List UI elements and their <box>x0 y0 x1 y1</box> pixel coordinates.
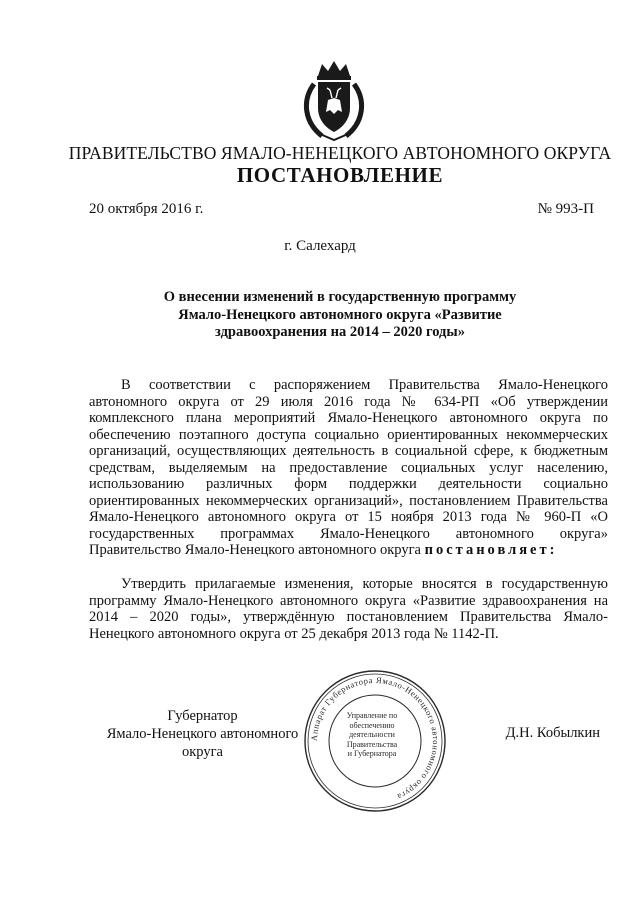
subject-line: Ямало-Ненецкого автономного округа «Развитие <box>178 306 502 323</box>
seal-line: обеспечению <box>349 720 395 730</box>
body-paragraph-2: Утвердить прилагаемые изменения, которые вносятся в государственную программу Ямало-Ненецкого автономного округа «Развитие здравоохранения на 2014 – 2020 годы», утверждённую постановлением Правительства Ямало-Ненецкого автономного округа от 25 декабря 2013 года № 1142-П. <box>89 576 608 642</box>
paragraph-text: В соответствии с распоряжением Правительства Ямало-Ненецкого автономного округа от 29 июля 2016 года № 634-РП «Об утверждении комплексного плана мероприятий Ямало-Ненецкого автономного округа по обеспечению поэтапного доступа социально ориентированных некоммерческих организаций, осуществляющих деятельность в социальной сфере, к бюджетным средствам, выделяемым на предоставление социальных услуг населению, использованию различных форм поддержки деятельности социально ориентированных некоммерческих организаций», постановлением Правительства Ямало-Ненецкого автономного округа от 15 ноября 2013 года № 960-П «О государственных программах Ямало-Ненецкого автономного округа» Правительство Ямало-Ненецкого автономного округа <box>89 377 608 558</box>
document-number: № 993-П <box>537 201 594 217</box>
government-title: ПРАВИТЕЛЬСТВО ЯМАЛО-НЕНЕЦКОГО АВТОНОМНОГО ОКРУГА <box>68 143 612 163</box>
document-subject <box>120 289 560 342</box>
seal-line: Управление по <box>346 711 398 720</box>
seal-inner-text <box>337 711 407 759</box>
subject-line: здравоохранения на 2014 – 2020 годы» <box>215 324 465 340</box>
signatory-title <box>89 707 316 761</box>
document-city: г. Салехард <box>284 238 356 254</box>
seal-line: деятельности <box>349 730 395 739</box>
resolves-word: постановляет: <box>424 542 558 558</box>
body-paragraph-1 <box>89 377 608 559</box>
seal-ring-text: Аппарат Губернатора Ямало-Ненецкого автономного округа <box>308 674 442 803</box>
document-type: ПОСТАНОВЛЕНИЕ <box>236 163 444 187</box>
subject-line: О внесении изменений в государственную программу <box>163 289 517 305</box>
seal-line: Правительства <box>346 739 398 749</box>
signatory-title-line: Ямало-Ненецкого автономного округа <box>106 726 299 760</box>
document-date: 20 октября 2016 г. <box>89 201 204 217</box>
coat-of-arms-icon <box>300 60 368 142</box>
seal-line: и Губернатора <box>347 749 397 758</box>
signatory-name: Д.Н. Кобылкин <box>505 725 600 741</box>
signatory-title-line: Губернатор <box>167 708 238 724</box>
